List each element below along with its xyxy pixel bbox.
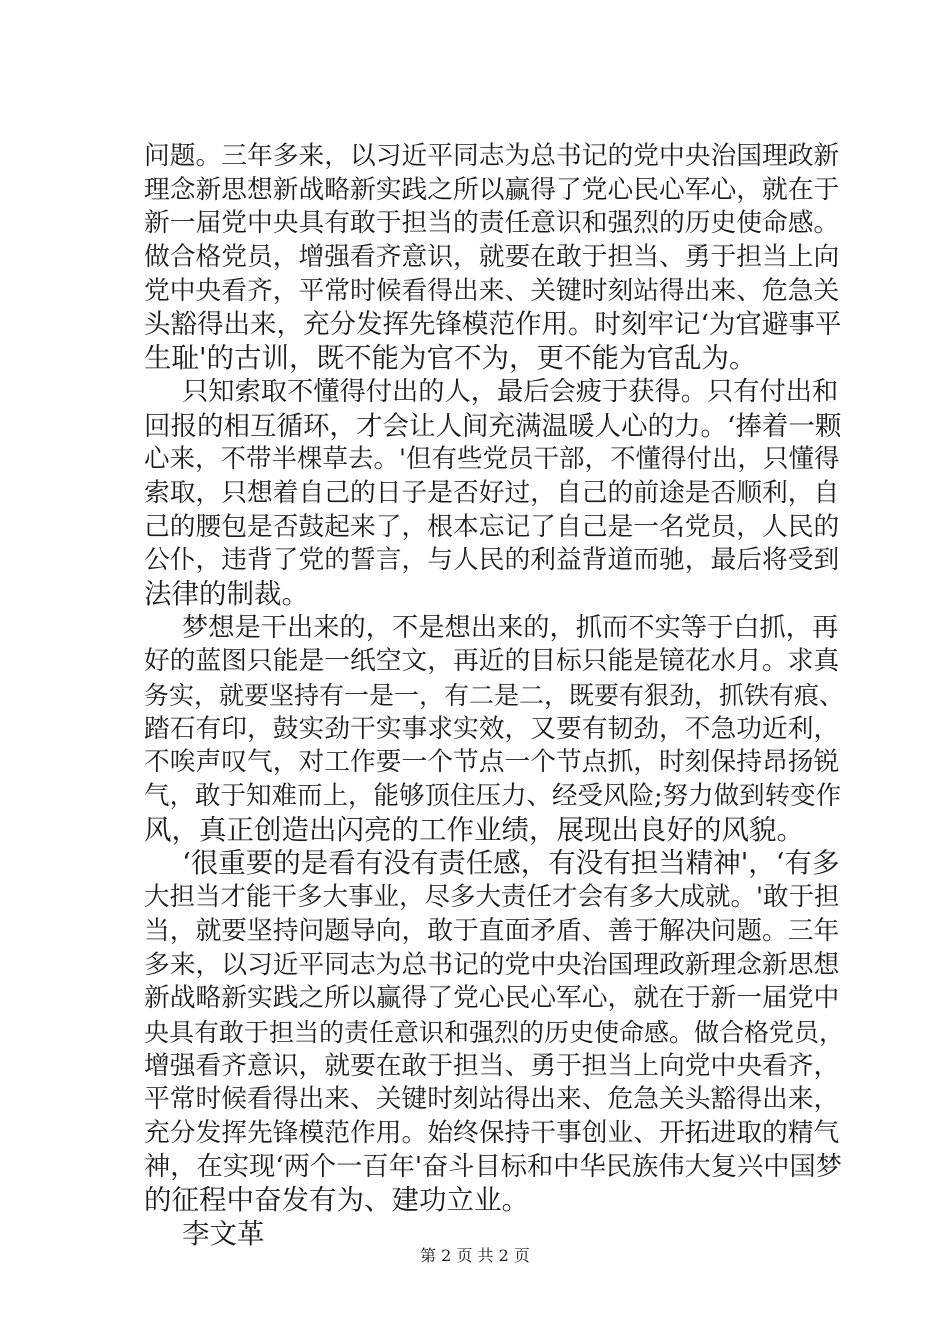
text-line: 索取，只想着自己的日子是否好过，自己的前途是否顺利，自 bbox=[144, 477, 840, 508]
text-line: 务实，就要坚持有一是一，有二是二，既要有狠劲，抓铁有痕、 bbox=[144, 681, 845, 710]
text-line: 央具有敢于担当的责任意识和强烈的历史使命感。做合格党员， bbox=[144, 1017, 845, 1047]
paragraph bbox=[144, 376, 844, 612]
text-line: 新战略新实践之所以赢得了党心民心军心，就在于新一届党中 bbox=[144, 983, 840, 1014]
text-line: 理念新思想新战略新实践之所以赢得了党心民心军心，就在于 bbox=[144, 174, 840, 205]
text-line: 的征程中奋发有为、建功立业。 bbox=[144, 1184, 529, 1217]
text-line: 头豁得出来，充分发挥先锋模范作用。时刻牢记‘为官避事平 bbox=[144, 309, 842, 341]
page-number-label: 第 2 页 共 2 页 bbox=[420, 1246, 530, 1265]
text-line: 心来，不带半棵草去。'但有些党员干部，不懂得付出，只懂得 bbox=[144, 444, 840, 475]
text-line: 神，在实现‘两个一百年'奋斗目标和中华民族伟大复兴中国梦 bbox=[144, 1151, 843, 1182]
text-line: 踏石有印，鼓实劲干实事求实效，又要有韧劲，不急功近利， bbox=[144, 713, 840, 744]
text-line: 党中央看齐，平常时候看得出来、关键时刻站得出来、危急关 bbox=[144, 275, 840, 306]
text-line: 增强看齐意识，就要在敢于担当、勇于担当上向党中央看齐， bbox=[144, 1050, 840, 1081]
text-line: 李文革 bbox=[182, 1218, 265, 1250]
text-line: 充分发挥先锋模范作用。始终保持干事创业、开拓进取的精气 bbox=[144, 1117, 840, 1148]
text-line: 己的腰包是否鼓起来了，根本忘记了自己是一名党员，人民的 bbox=[144, 511, 840, 542]
text-line: 风，真正创造出闪亮的工作业绩，展现出良好的风貌。 bbox=[144, 813, 804, 846]
paragraph bbox=[144, 140, 844, 376]
text-line: 梦想是干出来的，不是想出来的，抓而不实等于白抓，再 bbox=[182, 612, 839, 643]
page-footer bbox=[0, 1246, 950, 1266]
text-line: ‘很重要的是看有没有责任感，有没有担当精神'，‘有多 bbox=[182, 847, 840, 880]
text-line: 问题。三年多来，以习近平同志为总书记的党中央治国理政新 bbox=[144, 141, 840, 171]
text-line: 气，敢于知难而上，能够顶住压力、经受风险;努力做到转变作 bbox=[144, 781, 842, 812]
text-line: 只知索取不懂得付出的人，最后会疲于获得。只有付出和 bbox=[182, 376, 839, 407]
text-line: 大担当才能干多大事业，尽多大责任才会有多大成就。'敢于担 bbox=[144, 882, 840, 913]
document-body bbox=[144, 140, 844, 1252]
text-line: 多来，以习近平同志为总书记的党中央治国理政新理念新思想 bbox=[144, 949, 840, 980]
paragraph bbox=[144, 847, 844, 1218]
text-line: 做合格党员，增强看齐意识，就要在敢于担当、勇于担当上向 bbox=[144, 242, 840, 273]
text-line: 公仆，违背了党的誓言，与人民的利益背道而驰，最后将受到 bbox=[144, 545, 840, 576]
paragraph bbox=[144, 612, 844, 848]
text-line: 新一届党中央具有敢于担当的责任意识和强烈的历史使命感。 bbox=[144, 208, 840, 239]
text-line: 平常时候看得出来、关键时刻站得出来、危急关头豁得出来， bbox=[144, 1084, 840, 1115]
text-line: 生耻'的古训，既不能为官不为，更不能为官乱为。 bbox=[144, 342, 757, 375]
text-line: 回报的相互循环，才会让人间充满温暖人心的力。‘捧着一颗 bbox=[144, 410, 842, 442]
text-line: 当，就要坚持问题导向，敢于直面矛盾、善于解决问题。三年 bbox=[144, 915, 840, 946]
text-line: 好的蓝图只能是一纸空文，再近的目标只能是镜花水月。求真 bbox=[144, 646, 840, 677]
text-line: 法律的制裁。 bbox=[144, 577, 309, 610]
text-line: 不唉声叹气，对工作要一个节点一个节点抓，时刻保持昂扬锐 bbox=[144, 747, 840, 778]
